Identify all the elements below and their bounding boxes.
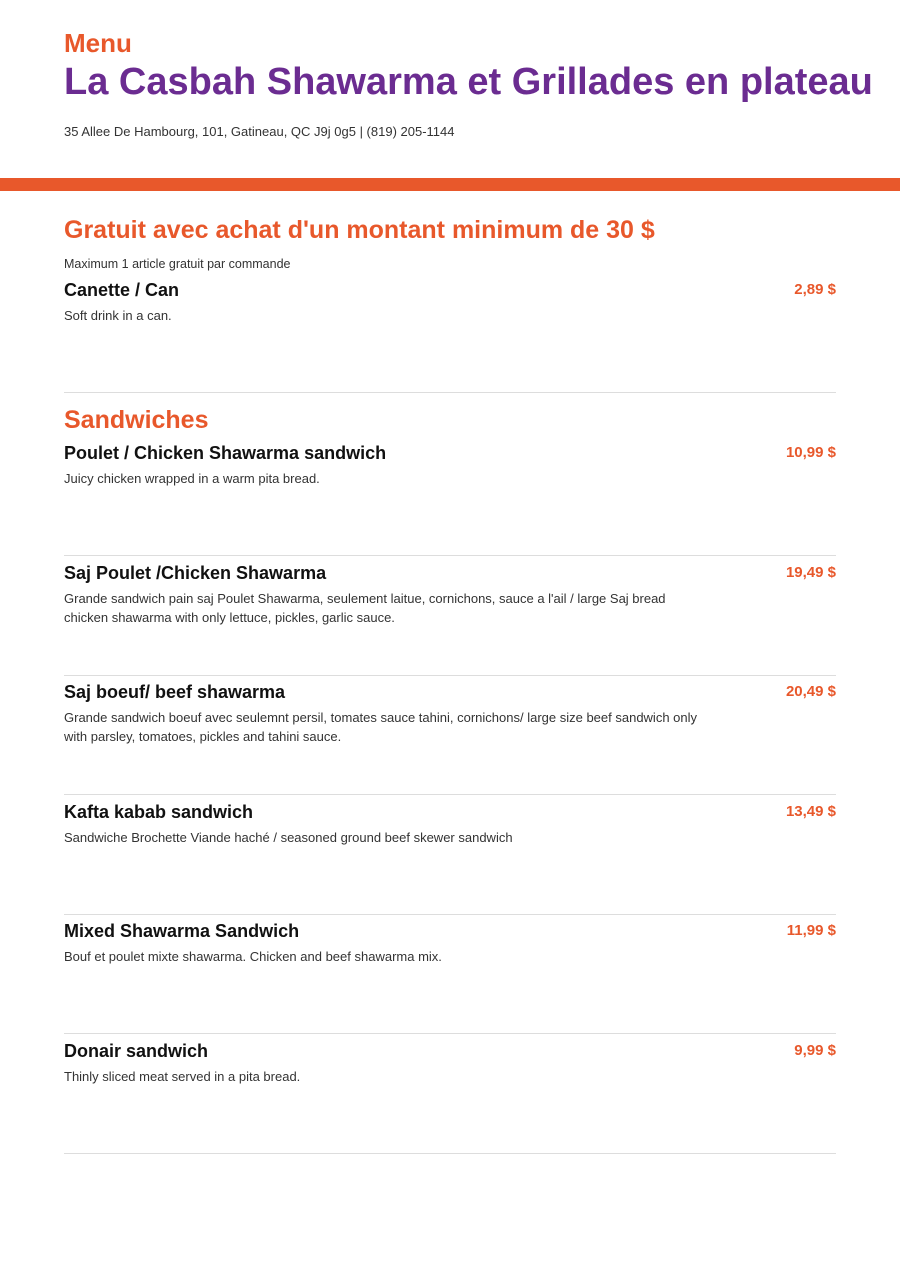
item-price: 11,99 $ [786, 922, 836, 939]
item-description: Grande sandwich boeuf avec seulemnt persil, tomates sauce tahini, cornichons/ large size beef sandwich only with parsley, tomatoes, pickles and tahini sauce. [64, 710, 698, 744]
item-divider [64, 675, 836, 676]
item-divider [64, 1033, 836, 1034]
item-divider [64, 1153, 836, 1154]
menu-header [64, 28, 873, 140]
menu-label: Menu [64, 28, 132, 58]
item-name: Poulet / Chicken Shawarma sandwich [64, 443, 387, 463]
section-note-free-item: Maximum 1 article gratuit par commande [64, 257, 291, 271]
section-title-sandwiches: Sandwiches [64, 406, 209, 434]
menu-item-can[interactable] [64, 279, 836, 325]
item-price: 9,99 $ [794, 1042, 836, 1059]
item-price: 20,49 $ [785, 683, 836, 700]
menu-item-mixed-shawarma-sandwich[interactable] [64, 920, 836, 966]
menu-item-saj-chicken-shawarma[interactable] [64, 562, 836, 627]
item-name: Saj Poulet /Chicken Shawarma [64, 563, 327, 583]
item-price: 19,49 $ [785, 564, 836, 581]
item-description: Grande sandwich pain saj Poulet Shawarma, seulement laitue, cornichons, sauce a l'ail / large Saj bread chicken shawarma with only lettuce, pickles, garlic sauce. [64, 591, 666, 625]
menu-item-kafta-kabab-sandwich[interactable] [64, 801, 836, 847]
item-price: 13,49 $ [785, 803, 836, 820]
item-name: Canette / Can [64, 280, 180, 300]
header-divider-bar [0, 178, 900, 191]
section-title-free-item: Gratuit avec achat d'un montant minimum de 30 $ [64, 216, 655, 244]
item-name: Mixed Shawarma Sandwich [64, 921, 300, 941]
item-description: Juicy chicken wrapped in a warm pita bread. [64, 471, 320, 486]
item-price: 2,89 $ [794, 281, 836, 298]
item-name: Kafta kabab sandwich [64, 802, 254, 822]
item-divider [64, 555, 836, 556]
item-price: 10,99 $ [785, 444, 836, 461]
item-divider [64, 914, 836, 915]
item-description: Bouf et poulet mixte shawarma. Chicken and beef shawarma mix. [64, 949, 442, 964]
menu-item-saj-beef-shawarma[interactable] [64, 681, 836, 746]
menu-item-donair-sandwich[interactable] [64, 1040, 836, 1086]
restaurant-address: 35 Allee De Hambourg, 101, Gatineau, QC J9j 0g5 | (819) 205-1144 [64, 124, 455, 139]
item-name: Saj boeuf/ beef shawarma [64, 682, 286, 702]
item-divider [64, 794, 836, 795]
item-name: Donair sandwich [64, 1041, 209, 1061]
item-description: Thinly sliced meat served in a pita bread. [64, 1069, 301, 1084]
menu-item-chicken-shawarma-sandwich[interactable] [64, 442, 836, 488]
item-description: Soft drink in a can. [64, 308, 172, 323]
restaurant-name: La Casbah Shawarma et Grillades en plateau [64, 61, 873, 103]
item-description: Sandwiche Brochette Viande haché / seasoned ground beef skewer sandwich [64, 830, 513, 845]
section-divider [64, 392, 836, 393]
